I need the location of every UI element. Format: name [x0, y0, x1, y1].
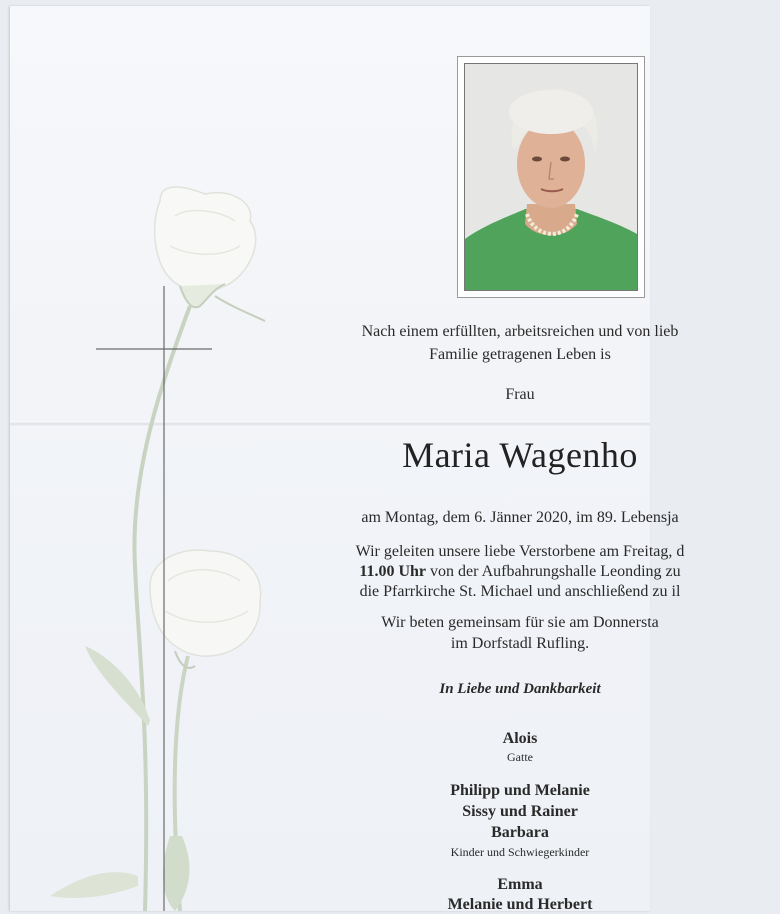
mourner-name: Barbara — [491, 824, 549, 841]
salutation: Frau — [505, 386, 535, 403]
mourner-name: Philipp und Melanie — [450, 782, 590, 799]
mourner-relation: Gatte — [507, 750, 533, 764]
top-rose — [155, 187, 265, 321]
mourner-name: Alois — [502, 730, 538, 747]
mourner-name: Sissy und Rainer — [462, 803, 578, 820]
mourner-name: Emma — [497, 876, 543, 893]
prayer-line-1: Wir beten gemeinsam für sie am Donnersta — [381, 614, 659, 631]
intro-line-2: Familie getragenen Leben is — [429, 346, 611, 363]
funeral-line-1: Wir geleiten unsere liebe Verstorbene am Freitag, d — [355, 543, 685, 560]
funeral-time: 11.00 Uhr — [359, 563, 427, 580]
deceased-name: Maria Wagenho — [402, 435, 638, 475]
mourner-name: Melanie und Herbert — [447, 896, 593, 913]
funeral-line-2 — [260, 563, 780, 581]
rose-illustration — [10, 6, 270, 911]
text-column — [260, 6, 780, 911]
mourner-relation: Kinder und Schwiegerkinder — [450, 845, 590, 859]
funeral-line-3: die Pfarrkirche St. Michael und anschließend zu il — [359, 583, 681, 600]
funeral-location: von der Aufbahrungshalle Leonding zu — [426, 563, 681, 580]
obituary-card — [10, 6, 685, 913]
prayer-line-2: im Dorfstadl Rufling. — [450, 635, 590, 652]
middle-rose — [150, 550, 261, 668]
death-date-line: am Montag, dem 6. Jänner 2020, im 89. Lebensja — [361, 509, 679, 526]
intro-line-1: Nach einem erfüllten, arbeitsreichen und von lieb — [361, 323, 679, 340]
closing-phrase: In Liebe und Dankbarkeit — [439, 681, 601, 697]
